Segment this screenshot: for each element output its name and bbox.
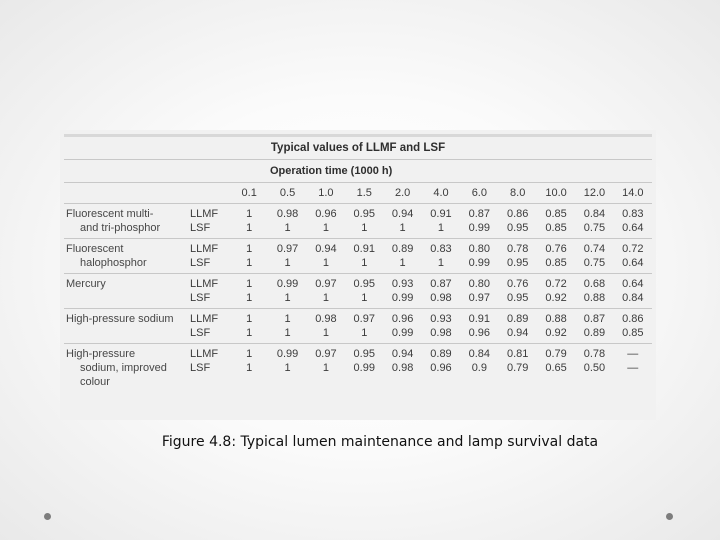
llmf-value: 0.74 bbox=[583, 243, 606, 255]
value-cell bbox=[383, 204, 421, 239]
hours-header-cell: 1.5 bbox=[345, 183, 383, 204]
slide-dot-right bbox=[666, 513, 673, 520]
llmf-value: 1 bbox=[246, 243, 253, 255]
llmf-value: 0.99 bbox=[276, 278, 299, 290]
lsf-value: 1 bbox=[399, 257, 406, 269]
llmf-value: 0.78 bbox=[506, 243, 529, 255]
value-cell bbox=[614, 344, 652, 393]
llmf-value: 0.80 bbox=[468, 243, 491, 255]
slide-dot-left bbox=[44, 513, 51, 520]
lsf-value: 1 bbox=[246, 292, 253, 304]
value-cell bbox=[575, 309, 613, 344]
value-cell bbox=[499, 274, 537, 309]
value-cell bbox=[307, 204, 345, 239]
value-cell bbox=[460, 344, 498, 393]
lamp-name-line: and tri-phosphor bbox=[80, 222, 161, 234]
llmf-value: 0.64 bbox=[622, 278, 644, 290]
lsf-value: 1 bbox=[246, 362, 253, 374]
lsf-value: 1 bbox=[284, 327, 291, 339]
factor-labels bbox=[188, 239, 230, 274]
lamp-rows bbox=[64, 204, 652, 393]
llmf-value: 1 bbox=[246, 278, 253, 290]
lamp-name bbox=[64, 344, 188, 393]
lamp-row bbox=[64, 204, 652, 239]
lsf-value: 0.98 bbox=[430, 327, 452, 339]
llmf-value: 0.78 bbox=[583, 348, 606, 360]
value-cell bbox=[614, 309, 652, 344]
lsf-value: 0.85 bbox=[622, 327, 644, 339]
value-cell bbox=[307, 239, 345, 274]
table-title-row bbox=[64, 136, 652, 160]
lamp-name-line: Fluorescent bbox=[66, 243, 124, 255]
value-cell bbox=[307, 309, 345, 344]
lsf-value: 1 bbox=[322, 257, 329, 269]
llmf-value: 0.80 bbox=[468, 278, 491, 290]
lsf-label: LSF bbox=[190, 292, 211, 304]
lsf-value: 0.96 bbox=[468, 327, 491, 339]
lsf-value: 0.85 bbox=[545, 257, 567, 269]
lsf-value: 1 bbox=[361, 257, 368, 269]
lsf-value: 0.95 bbox=[506, 292, 529, 304]
lsf-value: 0.99 bbox=[391, 292, 414, 304]
value-cell bbox=[345, 309, 383, 344]
value-cell bbox=[345, 204, 383, 239]
llmf-value: 0.98 bbox=[276, 208, 299, 220]
value-cell bbox=[383, 309, 421, 344]
llmf-value: 1 bbox=[246, 313, 253, 325]
lamp-name bbox=[64, 274, 188, 309]
llmf-value: 0.93 bbox=[391, 278, 414, 290]
lsf-value: 0.94 bbox=[506, 327, 529, 339]
value-cell bbox=[268, 344, 306, 393]
lamp-row bbox=[64, 274, 652, 309]
lsf-value: 0.79 bbox=[506, 362, 529, 374]
hours-header-row bbox=[64, 183, 652, 204]
llmf-value: 0.89 bbox=[506, 313, 529, 325]
llmf-value: 1 bbox=[246, 348, 253, 360]
llmf-label: LLMF bbox=[190, 208, 219, 220]
lsf-value: 0.92 bbox=[545, 327, 567, 339]
lamp-name-line: Mercury bbox=[66, 278, 106, 290]
value-cell bbox=[230, 309, 268, 344]
lsf-value: 1 bbox=[361, 327, 368, 339]
llmf-value: 0.93 bbox=[430, 313, 452, 325]
lsf-value: — bbox=[627, 362, 639, 374]
lsf-value: 0.99 bbox=[353, 362, 375, 374]
lsf-value: 1 bbox=[246, 222, 253, 234]
llmf-value: 0.91 bbox=[353, 243, 375, 255]
lsf-value: 1 bbox=[437, 257, 445, 269]
lsf-value: 0.89 bbox=[583, 327, 606, 339]
llmf-value: 0.97 bbox=[353, 313, 375, 325]
lamp-row bbox=[64, 239, 652, 274]
lsf-value: 0.64 bbox=[622, 257, 644, 269]
lamp-name bbox=[64, 309, 188, 344]
llmf-value: 0.97 bbox=[315, 278, 337, 290]
lsf-value: 1 bbox=[322, 292, 329, 304]
value-cell bbox=[422, 274, 460, 309]
lamp-name bbox=[64, 239, 188, 274]
lsf-value: 1 bbox=[437, 222, 445, 234]
llmf-value: 0.89 bbox=[430, 348, 452, 360]
llmf-value: 1 bbox=[246, 208, 253, 220]
lsf-value: 0.88 bbox=[583, 292, 606, 304]
value-cell bbox=[460, 274, 498, 309]
llmf-value: 0.81 bbox=[506, 348, 529, 360]
lsf-value: 0.97 bbox=[468, 292, 491, 304]
lsf-value: 1 bbox=[322, 362, 329, 374]
llmf-value: 0.83 bbox=[430, 243, 452, 255]
llmf-value: 0.72 bbox=[622, 243, 644, 255]
value-cell bbox=[268, 239, 306, 274]
value-cell bbox=[383, 239, 421, 274]
value-cell bbox=[230, 274, 268, 309]
value-cell bbox=[460, 204, 498, 239]
lsf-value: 1 bbox=[246, 327, 253, 339]
value-cell bbox=[499, 309, 537, 344]
operation-time-row bbox=[64, 160, 652, 183]
llmf-value: 0.97 bbox=[315, 348, 337, 360]
llmf-value: 0.94 bbox=[391, 208, 414, 220]
llmf-label: LLMF bbox=[190, 348, 219, 360]
value-cell bbox=[499, 344, 537, 393]
hours-header-cell: 10.0 bbox=[537, 183, 575, 204]
llmf-value: 0.85 bbox=[545, 208, 567, 220]
lsf-value: 0.92 bbox=[545, 292, 567, 304]
lamp-name-line: Fluorescent multi- bbox=[66, 208, 154, 220]
lamp-data-table bbox=[64, 134, 652, 392]
value-cell bbox=[537, 239, 575, 274]
lsf-value: 1 bbox=[361, 222, 368, 234]
value-cell bbox=[422, 239, 460, 274]
value-cell bbox=[575, 274, 613, 309]
value-cell bbox=[383, 344, 421, 393]
value-cell bbox=[345, 344, 383, 393]
llmf-value: 0.96 bbox=[315, 208, 337, 220]
lamp-name-line: sodium, improved bbox=[80, 362, 167, 374]
lsf-value: 1 bbox=[399, 222, 406, 234]
lsf-value: 1 bbox=[284, 362, 291, 374]
llmf-value: — bbox=[627, 348, 639, 360]
lamp-row bbox=[64, 309, 652, 344]
lsf-value: 0.95 bbox=[506, 222, 529, 234]
lsf-value: 0.75 bbox=[583, 222, 606, 234]
lamp-name-line: High-pressure sodium bbox=[66, 313, 174, 325]
llmf-value: 0.95 bbox=[353, 208, 375, 220]
value-cell bbox=[614, 239, 652, 274]
lsf-value: 0.99 bbox=[391, 327, 414, 339]
factor-labels bbox=[188, 344, 230, 393]
lsf-value: 1 bbox=[284, 257, 291, 269]
lamp-name bbox=[64, 204, 188, 239]
value-cell bbox=[499, 239, 537, 274]
value-cell bbox=[537, 204, 575, 239]
value-cell bbox=[422, 344, 460, 393]
value-cell bbox=[268, 204, 306, 239]
llmf-value: 0.79 bbox=[545, 348, 567, 360]
llmf-value: 0.94 bbox=[391, 348, 414, 360]
lamp-row bbox=[64, 344, 652, 393]
lsf-value: 1 bbox=[322, 327, 329, 339]
operation-time-label: Operation time (1000 h) bbox=[230, 160, 652, 183]
lsf-label: LSF bbox=[190, 257, 211, 269]
value-cell bbox=[575, 204, 613, 239]
value-cell bbox=[230, 344, 268, 393]
lsf-label: LSF bbox=[190, 327, 211, 339]
value-cell bbox=[383, 274, 421, 309]
table-title: Typical values of LLMF and LSF bbox=[64, 136, 652, 160]
factor-labels bbox=[188, 204, 230, 239]
llmf-value: 0.87 bbox=[468, 208, 491, 220]
lsf-value: 0.85 bbox=[545, 222, 567, 234]
llmf-value: 0.89 bbox=[391, 243, 414, 255]
factor-labels bbox=[188, 274, 230, 309]
value-cell bbox=[268, 309, 306, 344]
lsf-value: 1 bbox=[322, 222, 329, 234]
lsf-label: LSF bbox=[190, 222, 211, 234]
value-cell bbox=[345, 274, 383, 309]
llmf-value: 0.84 bbox=[583, 208, 606, 220]
value-cell bbox=[230, 239, 268, 274]
llmf-value: 0.84 bbox=[468, 348, 491, 360]
hours-header-cell: 0.1 bbox=[230, 183, 268, 204]
llmf-value: 0.95 bbox=[353, 348, 375, 360]
llmf-value: 1 bbox=[284, 313, 291, 325]
llmf-label: LLMF bbox=[190, 243, 219, 255]
value-cell bbox=[614, 204, 652, 239]
llmf-value: 0.98 bbox=[315, 313, 337, 325]
lsf-value: 1 bbox=[284, 222, 291, 234]
llmf-value: 0.68 bbox=[583, 278, 606, 290]
hours-header-cell: 0.5 bbox=[268, 183, 306, 204]
lsf-value: 0.65 bbox=[545, 362, 567, 374]
lsf-value: 0.9 bbox=[471, 362, 487, 374]
value-cell bbox=[575, 239, 613, 274]
llmf-value: 0.91 bbox=[430, 208, 452, 220]
lsf-value: 1 bbox=[361, 292, 368, 304]
llmf-label: LLMF bbox=[190, 278, 219, 290]
value-cell bbox=[345, 239, 383, 274]
figure-caption: Figure 4.8: Typical lumen maintenance and lamp survival data bbox=[161, 434, 599, 450]
llmf-value: 0.97 bbox=[276, 243, 299, 255]
value-cell bbox=[460, 239, 498, 274]
table-image bbox=[60, 130, 656, 420]
lamp-name-line: halophosphor bbox=[80, 257, 147, 269]
llmf-value: 0.88 bbox=[545, 313, 567, 325]
lsf-value: 0.98 bbox=[430, 292, 452, 304]
llmf-value: 0.96 bbox=[391, 313, 414, 325]
lamp-name-line: colour bbox=[80, 376, 110, 388]
lsf-value: 0.84 bbox=[622, 292, 644, 304]
lsf-value: 1 bbox=[284, 292, 291, 304]
hours-header-cell: 1.0 bbox=[307, 183, 345, 204]
value-cell bbox=[307, 344, 345, 393]
llmf-value: 0.95 bbox=[353, 278, 375, 290]
lsf-value: 1 bbox=[246, 257, 253, 269]
lsf-value: 0.75 bbox=[583, 257, 606, 269]
hours-header-cell: 4.0 bbox=[422, 183, 460, 204]
llmf-value: 0.76 bbox=[506, 278, 529, 290]
value-cell bbox=[422, 204, 460, 239]
hours-header-cell: 6.0 bbox=[460, 183, 498, 204]
llmf-value: 0.83 bbox=[622, 208, 644, 220]
llmf-value: 0.72 bbox=[545, 278, 567, 290]
value-cell bbox=[460, 309, 498, 344]
value-cell bbox=[422, 309, 460, 344]
hours-header-cell: 12.0 bbox=[575, 183, 613, 204]
value-cell bbox=[230, 204, 268, 239]
lsf-value: 0.95 bbox=[506, 257, 529, 269]
llmf-value: 0.86 bbox=[506, 208, 529, 220]
lsf-value: 0.50 bbox=[583, 362, 606, 374]
lsf-label: LSF bbox=[190, 362, 211, 374]
llmf-value: 0.86 bbox=[622, 313, 644, 325]
llmf-value: 0.87 bbox=[583, 313, 606, 325]
value-cell bbox=[537, 309, 575, 344]
value-cell bbox=[614, 274, 652, 309]
llmf-value: 0.94 bbox=[315, 243, 337, 255]
lsf-value: 0.99 bbox=[468, 222, 491, 234]
value-cell bbox=[499, 204, 537, 239]
llmf-value: 0.87 bbox=[430, 278, 452, 290]
hours-header-cell: 2.0 bbox=[383, 183, 421, 204]
lsf-value: 0.99 bbox=[468, 257, 491, 269]
hours-header-cell: 14.0 bbox=[614, 183, 652, 204]
value-cell bbox=[537, 344, 575, 393]
value-cell bbox=[537, 274, 575, 309]
lsf-value: 0.98 bbox=[391, 362, 414, 374]
hours-header-cell: 8.0 bbox=[499, 183, 537, 204]
value-cell bbox=[307, 274, 345, 309]
factor-labels bbox=[188, 309, 230, 344]
lamp-name-line: High-pressure bbox=[66, 348, 136, 360]
lsf-value: 0.64 bbox=[622, 222, 644, 234]
llmf-value: 0.91 bbox=[468, 313, 491, 325]
llmf-value: 0.76 bbox=[545, 243, 567, 255]
value-cell bbox=[575, 344, 613, 393]
lsf-value: 0.96 bbox=[430, 362, 452, 374]
value-cell bbox=[268, 274, 306, 309]
llmf-label: LLMF bbox=[190, 313, 219, 325]
llmf-value: 0.99 bbox=[276, 348, 299, 360]
